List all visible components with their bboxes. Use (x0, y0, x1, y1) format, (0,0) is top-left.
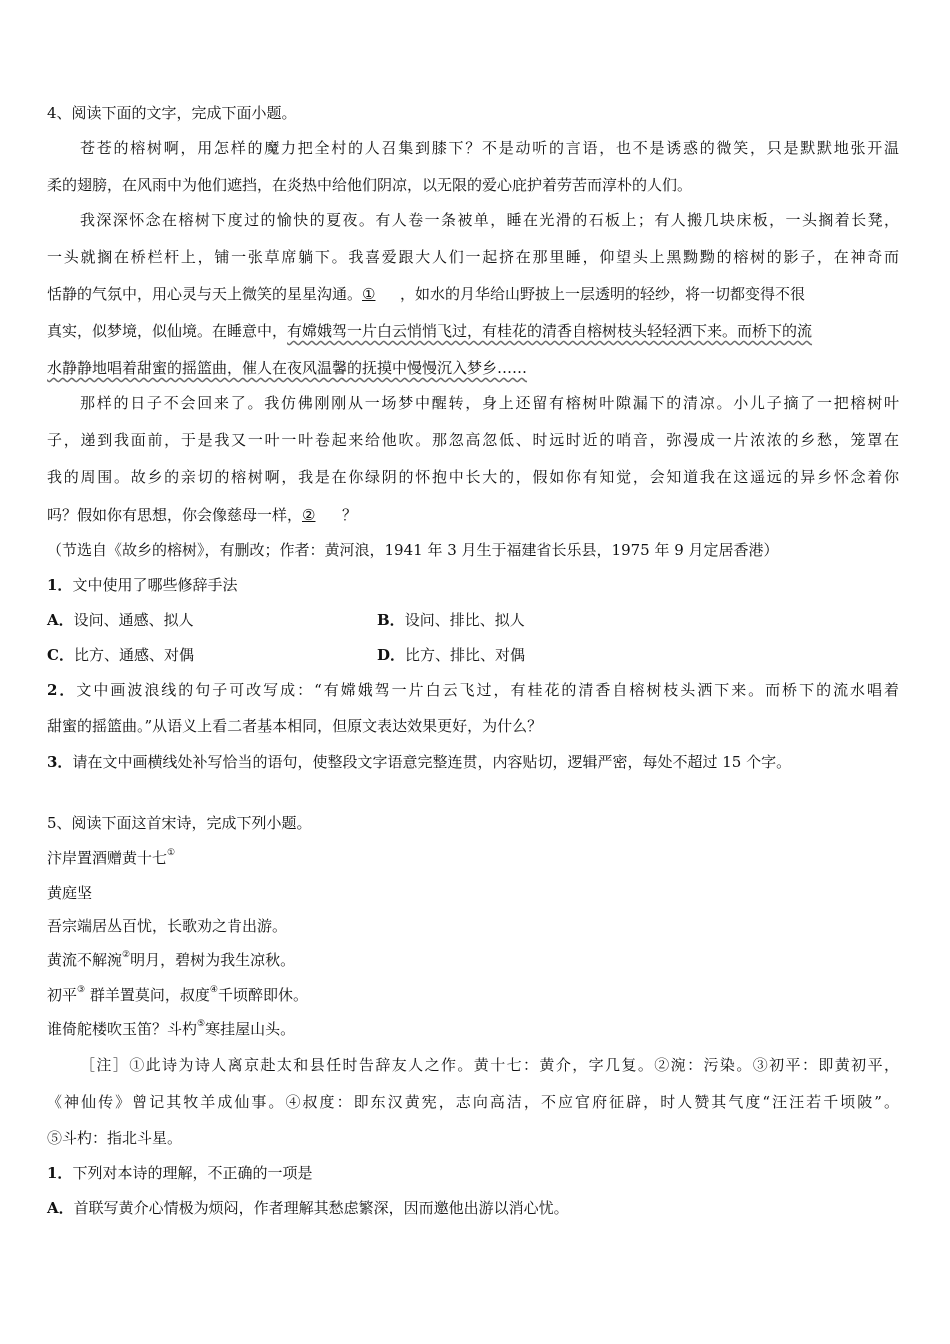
q4-passage-line: 苍苍的榕树啊，用怎样的魔力把全村的人召集到膝下？不是动听的言语，也不是诱惑的微笑，只是默默地张开温 (80, 139, 899, 157)
source-note: （节选自《故乡的榕树》，有删改；作者：黄河浪，1941 年 3 月生于福建省长乐县，1975 年 9 月定居香港） (47, 541, 779, 559)
q5-heading: 5、阅读下面这首宋诗，完成下列小题。 (47, 814, 312, 832)
wavy-underlined-sentence: 有嫦娥驾一片白云悄悄飞过，有桂花的清香自榕树枝头轻轻洒下来。而桥下的流 (287, 322, 813, 340)
poem-author: 黄庭坚 (47, 884, 93, 902)
poem-notes: ⑤斗杓：指北斗星。 (47, 1129, 183, 1147)
q4-passage-line (47, 358, 907, 378)
subquestion-1: 1．文中使用了哪些修辞手法 (47, 576, 238, 594)
poem-notes: 《神仙传》曾记其牧羊成仙事。④叔度：即东汉黄宪，志向高洁，不应官府征辟，时人赞其气度“汪汪若千顷陂”。 (47, 1093, 899, 1111)
q4-heading: 4、阅读下面的文字，完成下面小题。 (47, 104, 297, 122)
fill-blank-1: ① (362, 285, 376, 303)
q4-passage-line: 吗？假如你有思想，你会像慈母一样，② ？ (47, 506, 358, 524)
poem-title: 汴岸置酒赠黄十七① (47, 848, 176, 867)
q4-passage-line: 子，递到我面前，于是我又一叶一叶卷起来给他吹。那忽高忽低、时远时近的哨音，弥漫成一片浓浓的乡愁，笼罩在 (47, 431, 899, 449)
subquestion-2: 2．文中画波浪线的句子可改写成：“有嫦娥驾一片白云飞过，有桂花的清香自榕树枝头洒下来。而桥下的流水唱着 (47, 681, 899, 699)
poem-notes: ［注］①此诗为诗人离京赴太和县任时告辞友人之作。黄十七：黄介，字几复。②涴：污染。③初平：即黄初平， (80, 1056, 899, 1074)
poem-line: 吾宗端居丛百忧，长歌劝之肯出游。 (47, 917, 288, 935)
q4-passage-line: 一头就搁在桥栏杆上，铺一张草席躺下。我喜爱跟大人们一起挤在那里睡，仰望头上黑黝黝的榕树的影子，在神奇而 (47, 248, 899, 266)
poem-line: 黄流不解涴②明月，碧树为我生凉秋。 (47, 950, 296, 969)
option-b: B．设问、排比、拟人 (377, 611, 525, 629)
q4-passage-line: 真实，似梦境，似仙境。在睡意中，有嫦娥驾一片白云悄悄飞过，有桂花的清香自榕树枝头轻轻洒下来。而桥下的流 (47, 322, 813, 340)
option-row (47, 610, 907, 630)
q4-passage-line: 那样的日子不会回来了。我仿佛刚刚从一场梦中醒转，身上还留有榕树叶隙漏下的清凉。小儿子摘了一把榕树叶 (80, 394, 899, 412)
q5-option-a: A．首联写黄介心情极为烦闷，作者理解其愁虑繁深，因而邀他出游以消心忧。 (47, 1199, 569, 1217)
wavy-underlined-sentence: 水静静地唱着甜蜜的摇篮曲，催人在夜风温馨的抚摸中慢慢沉入梦乡…… (47, 359, 528, 377)
option-d: D．比方、排比、对偶 (377, 646, 526, 664)
option-row (47, 645, 907, 665)
q4-passage-line: 我深深怀念在榕树下度过的愉快的夏夜。有人卷一条被单，睡在光滑的石板上；有人搬几块床板，一头搁着长凳， (80, 211, 899, 229)
fill-blank-2: ② (302, 506, 316, 524)
poem-line: 谁倚舵楼吹玉笛？斗杓⑤寒挂屋山头。 (47, 1019, 296, 1038)
q4-passage-line: 柔的翅膀，在风雨中为他们遮挡，在炎热中给他们阴凉，以无限的爱心庇护着劳苦而淳朴的人们。 (47, 176, 693, 194)
option-a: A．设问、通感、拟人 (47, 611, 194, 629)
subquestion-2-cont: 甜蜜的摇篮曲。”从语义上看二者基本相同，但原文表达效果更好，为什么？ (47, 717, 543, 735)
poem-line: 初平③ 群羊置莫问，叔度④千顷醉即休。 (47, 985, 308, 1004)
option-c: C．比方、通感、对偶 (47, 646, 194, 664)
q5-subquestion-1: 1．下列对本诗的理解，不正确的一项是 (47, 1164, 313, 1182)
subquestion-3: 3．请在文中画横线处补写恰当的语句，使整段文字语意完整连贯，内容贴切，逻辑严密，每处不超过 15 个字。 (47, 753, 792, 771)
q4-passage-line: 我的周围。故乡的亲切的榕树啊，我是在你绿阴的怀抱中长大的，假如你有知觉，会知道我在这遥远的异乡怀念着你 (47, 468, 899, 486)
q4-passage-line: 恬静的气氛中，用心灵与天上微笑的星星沟通。① ，如水的月华给山野披上一层透明的轻纱，将一切都变得不很 (47, 285, 806, 303)
